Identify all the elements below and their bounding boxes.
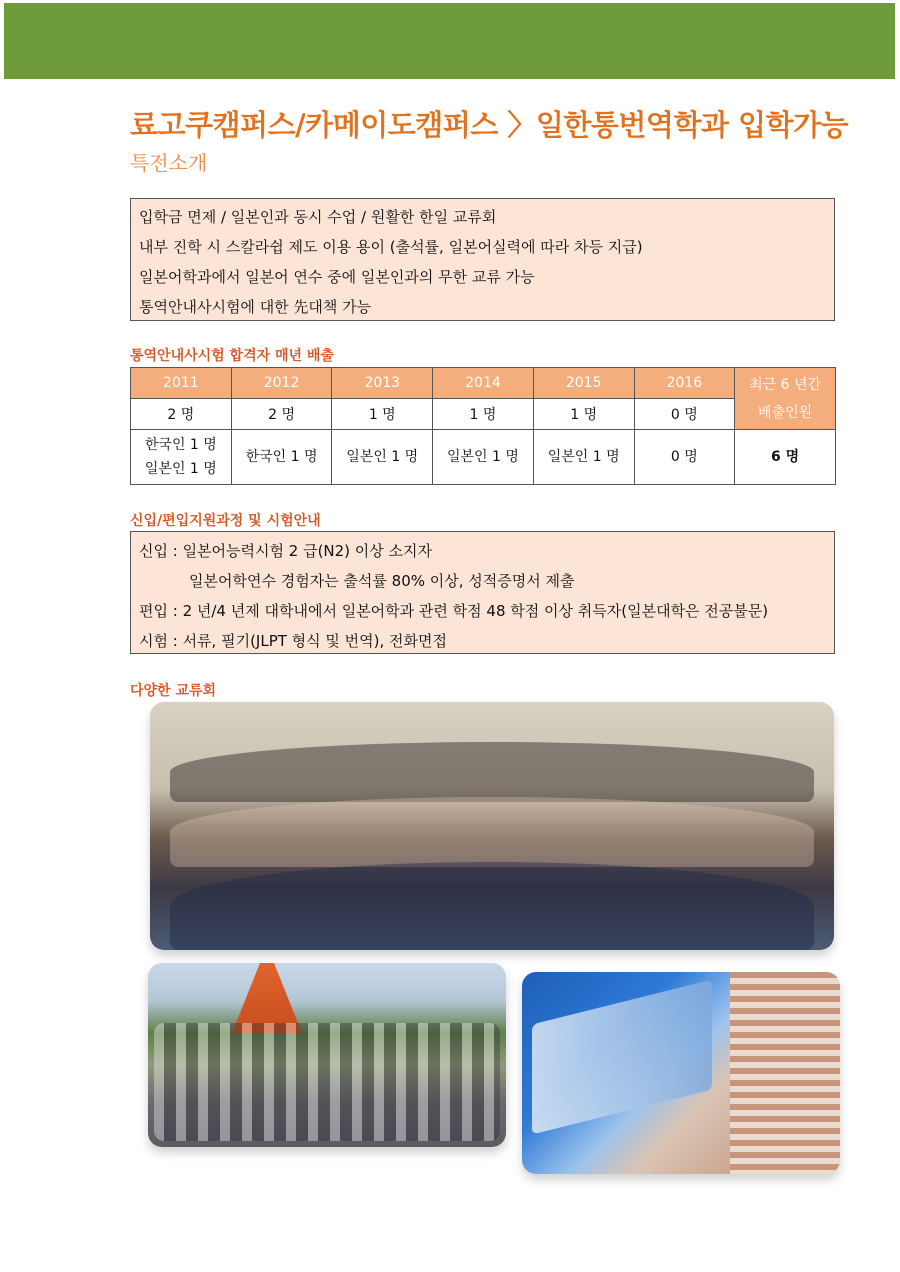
year-count: 2 명 xyxy=(131,399,232,430)
page-subtitle: 특전소개 xyxy=(130,151,208,175)
pass-section-heading: 통역안내사시험 합격자 매년 배출 xyxy=(130,348,334,364)
year-detail xyxy=(131,430,232,485)
building-facade xyxy=(730,972,840,1174)
benefit-item: 내부 진학 시 스칼라쉽 제도 이용 용이 (출석률, 일본어실력에 따라 차등 지급) xyxy=(139,238,643,256)
benefit-item: 통역안내사시험에 대한 先대책 가능 xyxy=(139,298,372,316)
year-detail: 한국인 1 명 xyxy=(231,430,332,485)
photo-crowd-back xyxy=(170,742,814,802)
campus-sign-photo xyxy=(522,972,840,1174)
benefits-box xyxy=(130,198,835,321)
year-count: 0 명 xyxy=(634,399,735,430)
group-photo-tokyo-tower xyxy=(148,963,506,1147)
year-count: 1 명 xyxy=(533,399,634,430)
detail-line: 한국인 1 명 xyxy=(144,437,217,453)
admission-box xyxy=(130,531,835,654)
photo-crowd xyxy=(154,1023,500,1141)
admission-line: 시험 : 서류, 필기(JLPT 형식 및 번역), 전화면접 xyxy=(139,632,448,650)
top-banner xyxy=(4,3,895,79)
benefit-item: 일본어학과에서 일본어 연수 중에 일본인과의 무한 교류 가능 xyxy=(139,268,535,286)
year-header: 2014 xyxy=(433,368,534,399)
year-count: 1 명 xyxy=(332,399,433,430)
photo-crowd-front xyxy=(170,862,814,950)
year-header: 2013 xyxy=(332,368,433,399)
year-count: 1 명 xyxy=(433,399,534,430)
year-header: 2016 xyxy=(634,368,735,399)
recent-label-line1: 최근 6 년간 xyxy=(749,376,822,393)
campus-sign-lettering xyxy=(532,980,712,1135)
group-photo-classroom xyxy=(150,702,834,950)
exchange-section-heading: 다양한 교류회 xyxy=(130,683,217,699)
admission-section-heading: 신입/편입지원과정 및 시험안내 xyxy=(130,513,321,529)
year-header: 2011 xyxy=(131,368,232,399)
pass-history-table xyxy=(130,367,836,485)
recent-total-header xyxy=(735,368,836,430)
total-count: 6 명 xyxy=(735,430,836,485)
page-title: 료고쿠캠퍼스/카메이도캠퍼스 〉일한통번역학과 입학가능 xyxy=(130,108,849,142)
benefit-item: 입학금 면제 / 일본인과 동시 수업 / 원활한 한일 교류회 xyxy=(139,208,497,226)
admission-line: 일본어학연수 경험자는 출석률 80% 이상, 성적증명서 제출 xyxy=(189,572,575,590)
year-header: 2012 xyxy=(231,368,332,399)
recent-label-line2: 배출인원 xyxy=(758,404,813,421)
detail-line: 일본인 1 명 xyxy=(144,461,217,477)
year-detail: 일본인 1 명 xyxy=(533,430,634,485)
year-detail: 일본인 1 명 xyxy=(332,430,433,485)
year-detail: 일본인 1 명 xyxy=(433,430,534,485)
year-header: 2015 xyxy=(533,368,634,399)
admission-line: 편입 : 2 년/4 년제 대학내에서 일본어학과 관련 학점 48 학점 이상 취득자(일본대학은 전공불문) xyxy=(139,602,769,620)
year-count: 2 명 xyxy=(231,399,332,430)
photo-crowd-middle xyxy=(170,797,814,867)
campus-sign-image xyxy=(522,972,840,1174)
year-detail: 0 명 xyxy=(634,430,735,485)
admission-line: 신입 : 일본어능력시험 2 급(N2) 이상 소지자 xyxy=(139,542,433,560)
